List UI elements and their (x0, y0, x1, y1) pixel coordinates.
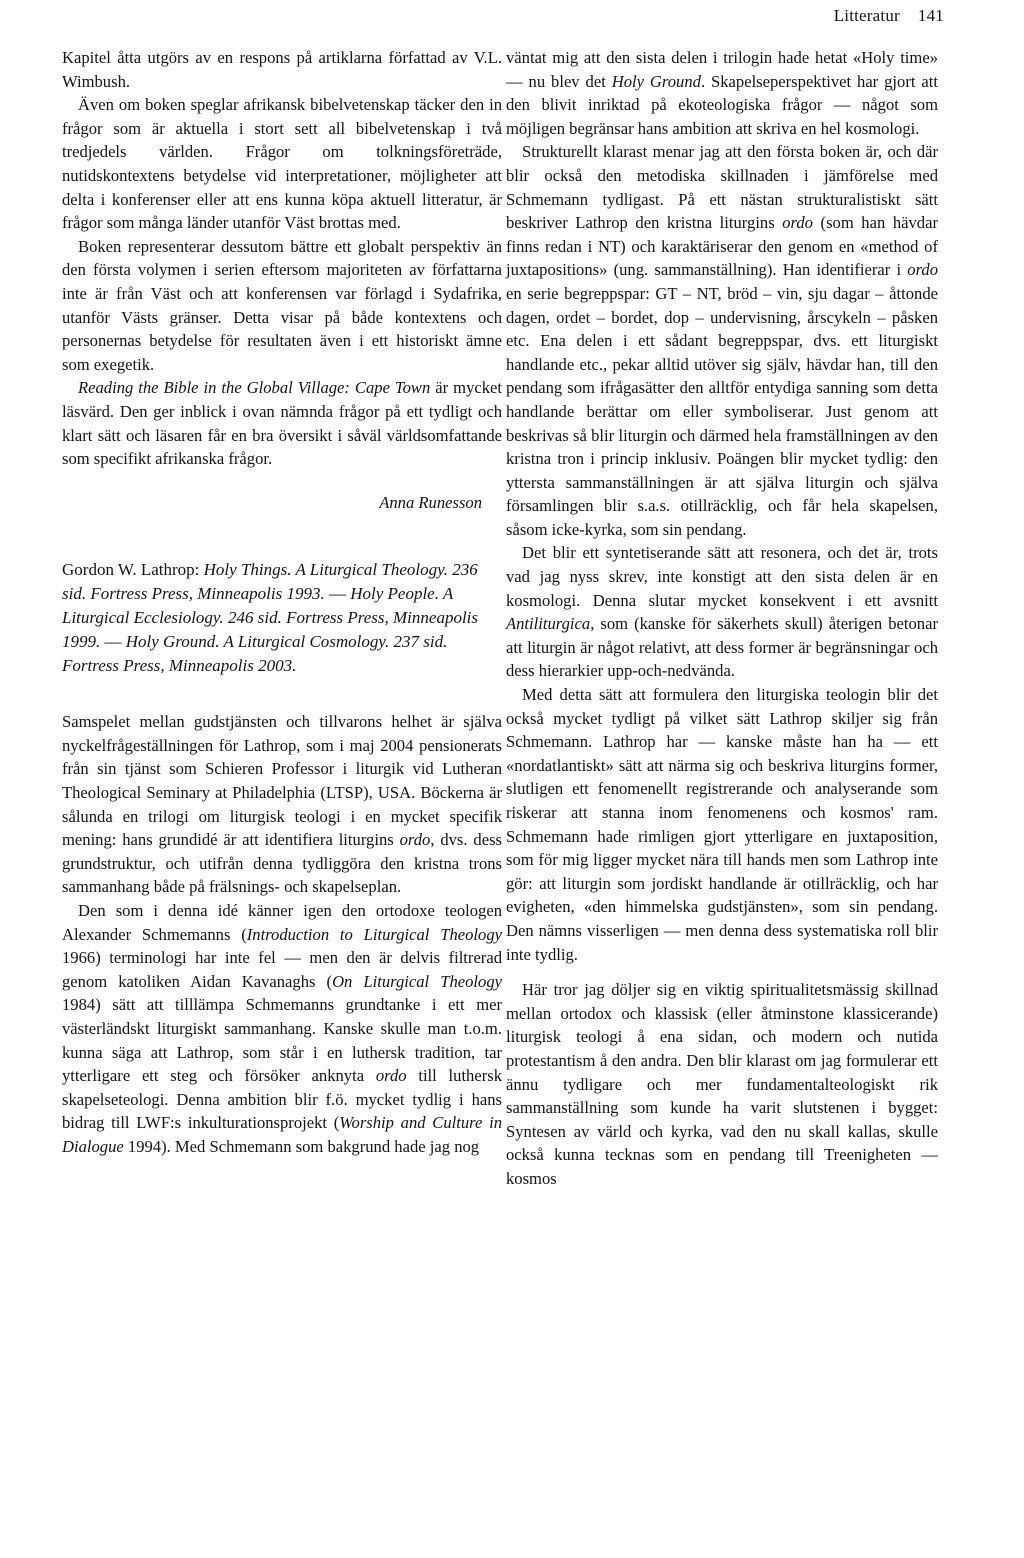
paragraph-text: en serie begreppspar: GT – NT, bröd – vin, sju dagar – åttonde dagen, ordet – bordet, dop – undervisning, årscykeln – påsken etc. Ena delen i ett sådant begreppspar, dvs. ett liturgiskt handlande etc., pekar alltid utöver sig själv, hävdar han, till den pendang som ifrågasätter den alltför entydiga sanning som detta handlande berättar om eller symboliserar. Just genom att beskrivas så blir liturgin och därmed hela framställningen av den kristna tron i princip inklusiv. Poängen blir mycket tydlig: den yttersta sammanställningen är att själva liturgin och själva församlingen blir s.a.s. otillräcklig, och får hela skapelsen, såsom icke-kyrka, som sin pendang. (506, 283, 938, 539)
paragraph-text: 1994). Med Schmemann som bakgrund hade jag nog (123, 1136, 480, 1156)
italic-title: Worship and Culture in Dialogue (62, 1113, 502, 1156)
page-number: 141 (917, 6, 944, 25)
book-entry: Holy People. A Liturgical Ecclesiology. 246 sid. Fortress Press, Minneapolis 1999. (62, 584, 479, 652)
right-column (506, 46, 938, 1191)
paragraph-text: Samspelet mellan gudstjänsten och tillvarons helhet är själva nyckelfrågeställningen för Lathrop, som i maj 2004 pensionerats från sin tjänst som Schieren Professor i liturgik vid Lutheran Theological Seminary at Philadelphia (LTSP), USA. Böckerna är sålunda en trilogi om liturgisk teologi i en mycket specifik mening: hans grundidé är att identifiera liturgins (62, 712, 502, 850)
paragraph-text: , som (kanske för säkerhets skull) återigen betonar att liturgin är något relativt, att dess former är begränsningar och dess hierarkier upp-och-nedvända. (506, 614, 938, 681)
italic-title: Introduction to Liturgical Theology (246, 924, 502, 944)
paragraph (62, 710, 502, 899)
paragraph-text: Den som i denna idé känner igen den ortodoxe teologen Alexander Schmemanns ( (62, 901, 502, 944)
book-title: Reading the Bible in the Global Village: Cape Town (78, 378, 431, 398)
paragraph-text: till luthersk skapelseteologi. Denna ambition blir f.ö. mycket tydlig i hans bidrag till LWF:s inkulturationsprojekt ( (62, 1066, 502, 1133)
reviewer-signature: Anna Runesson (379, 492, 482, 512)
italic-term: ordo (375, 1066, 407, 1086)
section-title: Litteratur (833, 6, 900, 25)
separator: — (100, 632, 126, 652)
book-entry: Holy Ground. A Liturgical Cosmology. 237 sid. Fortress Press, Minneapolis 2003. (62, 632, 448, 676)
paragraph: Kapitel åtta utgörs av en respons på artiklarna författad av V.L. Wimbush. (62, 48, 502, 91)
paragraph-text: 1984) sätt att tilllämpa Schmemanns grundtanke i ett mer västerländskt liturgiskt sammanhang. Kanske skulle man t.o.m. kunna säga att Lathrop, som står i en luthersk tradition, tar ytterligare ett steg och försöker anknyta (62, 995, 502, 1086)
paragraph-text: . Skapelseperspektivet har gjort att den blivit inriktad på ekoteologiska frågor — något som möjligen begränsar hans ambition att skriva en hel kosmologi. (506, 71, 938, 138)
book-entry: Holy Things. A Liturgical Theology. 236 sid. Fortress Press, Minneapolis 1993. (62, 560, 478, 604)
paragraph-text: väntat mig att den sista delen i trilogin hade hetat «Holy time» — nu blev det (506, 48, 938, 91)
paragraph-text: Det blir ett syntetiserande sätt att resonera, och det är, trots vad jag nyss skrev, inte konstigt att den sista delen är en kosmologi. Denna slutar mycket konsekvent i ett avsnitt (506, 543, 938, 610)
left-column (62, 46, 502, 1159)
paragraph-text: 1966) terminologi har inte fel — men den är delvis filtrerad genom katoliken Aidan Kavanaghs ( (62, 948, 502, 991)
paragraph: Boken representerar dessutom bättre ett globalt perspektiv än den första volymen i serien eftersom majoriteten av författarna inte är från Väst och att konferensen var förlagd i Sydafrika, utanför Västs gränser. Detta visar på både kontextens och personernas betydelse för resultaten även i ett historiskt ämne som exegetik. (62, 236, 502, 374)
review-heading (62, 558, 502, 678)
paragraph: Här tror jag döljer sig en viktig spiritualitetsmässig skillnad mellan ortodox och klassisk (eller åtminstone klassicerande) liturgisk teologi å ena sidan, och modern och nutida protestantism å den andra. Den blir klarast om jag formulerar ett ännu tydligare och mer fundamentalteologiskt rik sammanställning som kunde ha varit slutstenen i bygget: Syntesen av värld och kyrka, vad den nu skall kallas, skulle också kunna tecknas som en pendang till Treenigheten — kosmos (506, 980, 938, 1188)
paragraph (62, 376, 502, 470)
running-header (834, 6, 944, 26)
paragraph: Även om boken speglar afrikansk bibelvetenskap täcker den in frågor som är aktuella i stort sett all bibelvetenskap i två tredjedels världen. Frågor om tolkningsföreträde, nutidskontextens betydelse vid interpretationer, möjligheter att delta i konferenser eller att ens kunna köpa aktuell litteratur, är frågor som många länder utanför Väst brottas med. (62, 95, 502, 233)
paragraph (62, 899, 502, 1159)
paragraph (506, 541, 938, 683)
paragraph-text: , dvs. dess grundstruktur, och utifrån denna tydliggöra den kristna trons sammanhang både på frälsnings- och skapelseplan. (62, 830, 502, 897)
paragraph (506, 140, 938, 541)
italic-title: Holy Ground (611, 71, 701, 91)
review-author: Gordon W. Lathrop: (62, 560, 204, 580)
paragraph-text: (som han hävdar finns redan i NT) och karaktäriserar den genom en «method of juxtapositions» (ung. sammanställning). Han identifierar i (506, 213, 938, 280)
italic-title: On Liturgical Theology (332, 971, 502, 991)
italic-term: ordo (399, 830, 431, 850)
separator: — (324, 584, 351, 604)
paragraph (506, 46, 938, 140)
paragraph: Med detta sätt att formulera den liturgiska teologin blir det också mycket tydligt på vilket sätt Lathrop skiljer sig från Schmemann. Lathrop har — kanske måste han ha — ett «nordatlantiskt» sätt att närma sig och beskriva liturgins former, slutligen ett fenomenellt registrerande och analyserande som riskerar att stanna inom fenomenens och kosmos' ram. Schmemann hade rimligen gjort ytterligare en juxtaposition, som för mig ligger mycket nära till hands men som Lathrop inte gör: att liturgin som jordiskt handlande är otillräcklig, och har evigheten, «den himmelska gudstjänsten», som sin pendang. Den nämns visserligen — men denna dess systematiska roll blir inte tydlig. (506, 685, 938, 964)
italic-term: ordo (907, 260, 938, 280)
paragraph-text: Strukturellt klarast menar jag att den första boken är, och där blir också den metodiska skillnaden i jämförelse med Schmemann tydligast. På ett nästan strukturalistiskt sätt beskriver Lathrop den kristna liturgins (506, 142, 938, 233)
italic-title: Antiliturgica (506, 614, 591, 634)
italic-term: ordo (782, 213, 813, 233)
paragraph-text: är mycket läsvärd. Den ger inblick i ovan nämnda frågor på ett tydligt och klart sätt och läsaren får en bra översikt i såväl världsomfattande som specifikt afrikanska frågor. (62, 378, 503, 469)
